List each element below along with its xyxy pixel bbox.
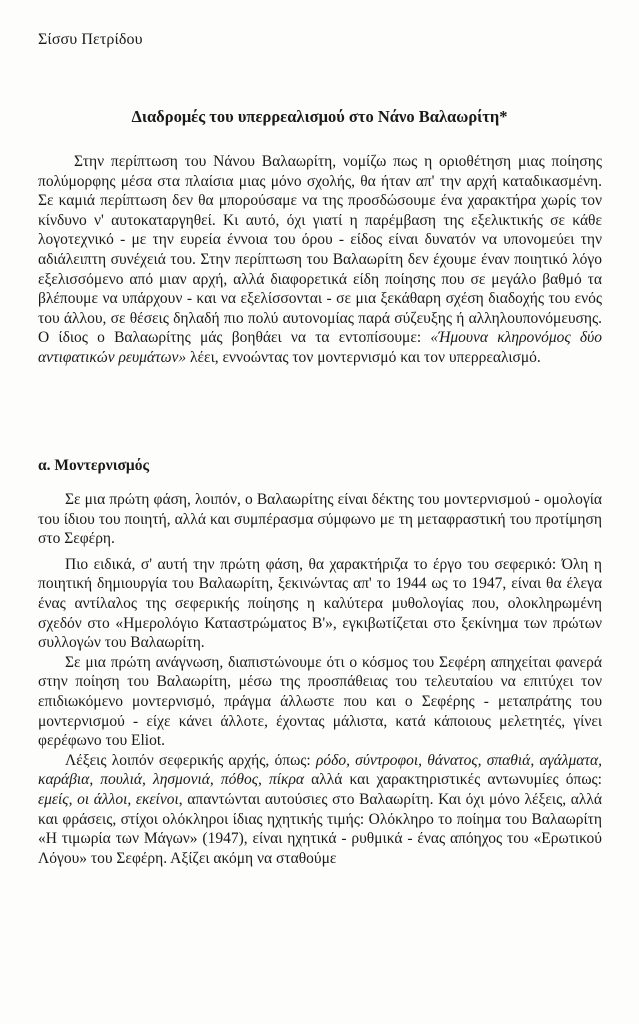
section-block (38, 490, 602, 868)
p4-words: ρόδο, σύντροφοι, θάνατος, σπαθιά, αγάλματα, καράβια, πουλιά, λησμονιά, πόθος, πίκρα (38, 751, 602, 789)
section-heading: α. Μοντερνισμός (38, 457, 150, 474)
section-paragraph-1: Σε μια πρώτη φάση, λοιπόν, ο Βαλαωρίτης είναι δέκτης του μοντερνισμού - ομολογία του ίδιου του ποιητή, αλλά και συμπέρασμα σύμφωνο με τη μεταφραστική του προτίμηση στο Σεφέρη. (38, 491, 602, 548)
section-paragraph-2: Πιο ειδικά, σ' αυτή την πρώτη φάση, θα χαρακτήριζα το έργο του σεφερικό: Όλη η ποιητική δημιουργία του Βαλαωρίτη, ξεκινώντας απ' το 1944 ως το 1947, είναι θα έλεγα ένας αντίλαλος της σεφερικής ποίησης η καλύτερα μυθολογίας που, ολοκληρωμένη σχεδόν στο «Ημερολόγιο Καταστρώματος Β'», εγκιβωτίζεται στο ξεκίνημα των πρώτων συλλογών του Βαλαωρίτη. (38, 555, 602, 652)
p4-start: Λέξεις λοιπόν σεφερικής αρχής, όπως: (65, 751, 316, 769)
p4-mid: αλλά και χαρακτηριστικές αντωνυμίες όπως: (304, 771, 602, 789)
p4-end: , απαντώνται αυτούσιες στο Βαλαωρίτη. Και όχι μόνο λέξεις, αλλά και φράσεις, στίχοι ολόκληροι ίδιας ηχητικής τιμής: Ολόκληρο το ποίημα του Βαλαωρίτη «Η τιμωρία των Μάγων» (1947), είναι ηχητικά - ρυθμικά - ένας απόηχος του «Ερωτικού Λόγου» του Σεφέρη. Αξίζει ακόμη να σταθούμε (38, 790, 602, 867)
section-paragraph-3: Σε μια πρώτη ανάγνωση, διαπιστώνουμε ότι ο κόσμος του Σεφέρη απηχείται φανερά στην ποίηση του Βαλαωρίτη, μέσω της προσπάθειας του τελευταίου να επιτύχει τον επιδιωκόμενο μοντερνισμό, πράγμα άλλωστε που και ο Σεφέρης - μεταπράτης του μοντερνισμού - είχε κάνει άλλοτε, έχοντας μάλιστα, κατά κάποιους μελετητές, γίνει φερέφωνο του Eliot. (38, 653, 602, 750)
intro-paragraph (38, 152, 602, 368)
p4-pronouns: εμείς, οι άλλοι, εκείνοι (38, 790, 179, 808)
intro-quote: «Ήμουνα κληρονόμος δύο αντιφατικών ρευμάτων» (38, 329, 602, 366)
intro-text: Στην περίπτωση του Νάνου Βαλαωρίτη, νομίζω πως η οριοθέτηση μιας ποίησης πολύμορφης μέσα στα πλαίσια μιας μόνο σχολής, θα ήταν απ' την αρχή καταδικασμένη. Σε καμιά περίπτωση δεν θα μπορούσαμε να της προσδώσουμε ένα χαρακτήρα χωρίς τον κίνδυνο ν' αυτοκαταργηθεί. Κι αυτό, όχι γιατί η παρέμβαση της εξελικτικής σε κάθε λογοτεχνικό - με την ευρεία έννοια του όρου - είδος είναι δυνατόν να υπονομεύει την αδιάλειπτη συνέχειά του. Στην περίπτωση του Βαλαωρίτη δεν έχουμε έναν ποιητικό λόγο εξελισσόμενο από μιαν αρχή, αλλά διαφορετικά είδη ποίησης που σε μεγάλο βαθμό τα βλέπουμε να υπάρχουν - και να εξελίσσονται - σε μια ξεκάθαρη σχέση διαδοχής του ενός του άλλου, σε θέσεις δηλαδή πιο πολύ αυτονομίας παρά σύζευξης ή αλληλουπονόμευσης. Ο ίδιος ο Βαλαωρίτης μάς βοηθάει να τα εντοπίσουμε: (38, 153, 602, 347)
intro-block (38, 152, 602, 368)
running-head-author: Σίσσυ Πετρίδου (38, 31, 143, 48)
intro-text-end: λέει, εννοώντας τον μοντερνισμό και τον υπερρεαλισμό. (186, 348, 541, 366)
section-paragraph-4 (38, 751, 602, 869)
article-title: Διαδρομές του υπερρεαλισμού στο Νάνο Βαλαωρίτη* (131, 107, 508, 126)
